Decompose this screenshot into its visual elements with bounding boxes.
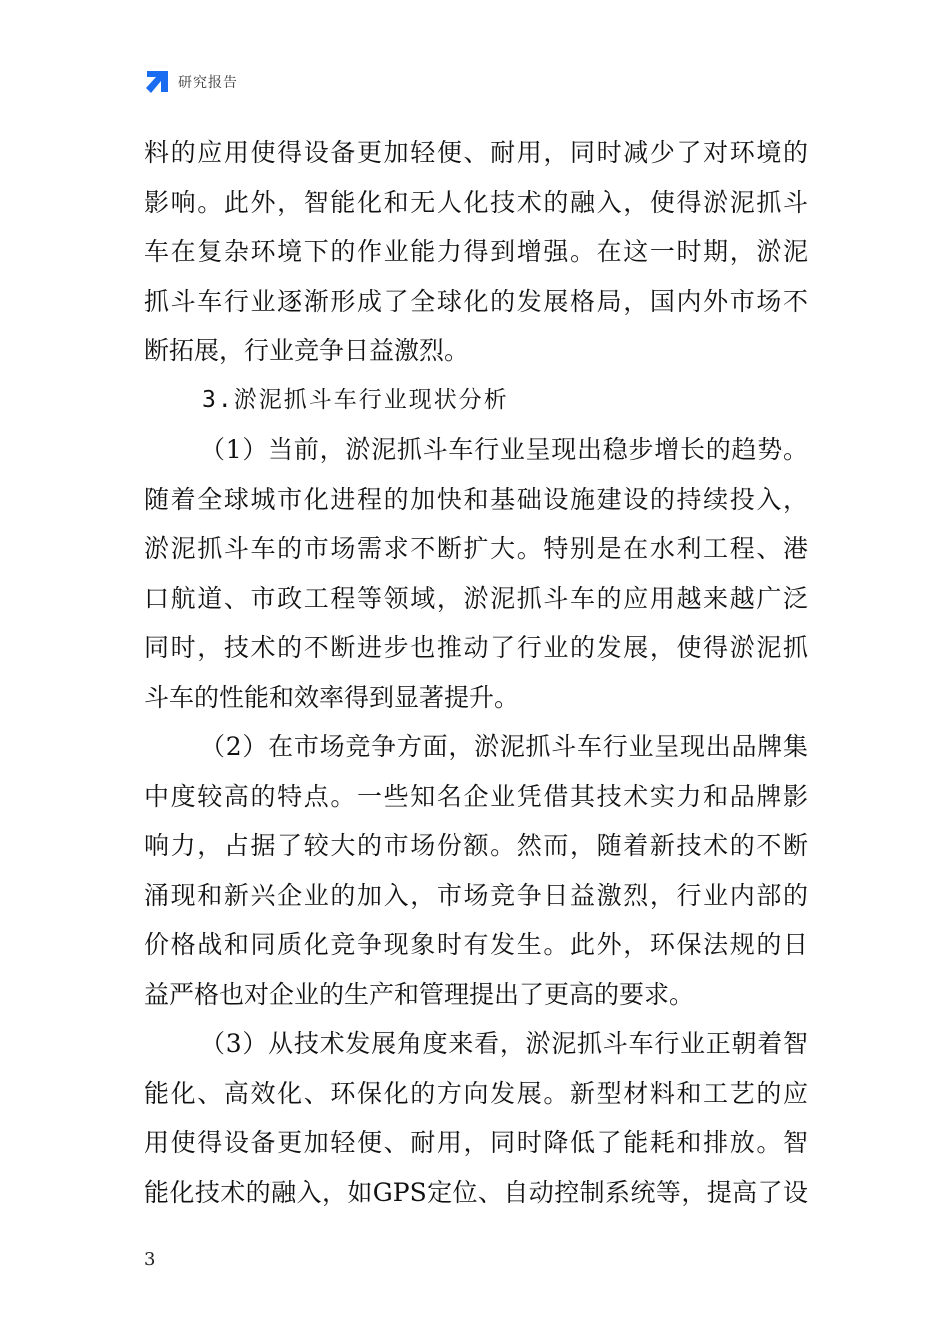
text-line: 价格战和同质化竞争现象时有发生。此外，环保法规的日 bbox=[144, 930, 808, 959]
text-line: 能化技术的融入，如GPS定位、自动控制系统等，提高了设 bbox=[144, 1177, 808, 1207]
section-heading: 3.淤泥抓斗车行业现状分析 bbox=[202, 386, 509, 413]
text-line: 料的应用使得设备更加轻便、耐用，同时减少了对环境的 bbox=[144, 138, 808, 167]
text-line: 断拓展，行业竞争日益激烈。 bbox=[144, 336, 470, 365]
logo-arrow-icon bbox=[144, 69, 170, 95]
text-line: 益严格也对企业的生产和管理提出了更高的要求。 bbox=[144, 979, 695, 1009]
text-line: 影响。此外，智能化和无人化技术的融入，使得淤泥抓斗 bbox=[144, 187, 808, 217]
page-number: 3 bbox=[144, 1249, 156, 1270]
text-line: 涌现和新兴企业的加入，市场竞争日益激烈，行业内部的 bbox=[144, 880, 808, 910]
header-title: 研究报告 bbox=[178, 75, 238, 91]
text-line: （1）当前，淤泥抓斗车行业呈现出稳步增长的趋势。 bbox=[200, 435, 808, 464]
text-line: 斗车的性能和效率得到显著提升。 bbox=[144, 682, 520, 712]
text-line: 淤泥抓斗车的市场需求不断扩大。特别是在水利工程、港 bbox=[144, 534, 808, 563]
text-line: 中度较高的特点。一些知名企业凭借其技术实力和品牌影 bbox=[144, 781, 808, 811]
report-header bbox=[144, 67, 238, 97]
text-line: 随着全球城市化进程的加快和基础设施建设的持续投入， bbox=[144, 484, 808, 514]
text-line: 同时，技术的不断进步也推动了行业的发展，使得淤泥抓 bbox=[144, 633, 808, 662]
text-line: （3）从技术发展角度来看，淤泥抓斗车行业正朝着智 bbox=[200, 1029, 808, 1058]
text-line: 能化、高效化、环保化的方向发展。新型材料和工艺的应 bbox=[144, 1078, 808, 1108]
text-line: 用使得设备更加轻便、耐用，同时降低了能耗和排放。智 bbox=[144, 1128, 808, 1157]
text-line: 响力，占据了较大的市场份额。然而，随着新技术的不断 bbox=[144, 831, 808, 860]
text-line: 车在复杂环境下的作业能力得到增强。在这一时期，淤泥 bbox=[144, 237, 808, 266]
text-line: 抓斗车行业逐渐形成了全球化的发展格局，国内外市场不 bbox=[144, 286, 808, 316]
document-body bbox=[144, 128, 808, 1217]
text-line: （2）在市场竞争方面，淤泥抓斗车行业呈现出品牌集 bbox=[200, 732, 808, 761]
text-line: 口航道、市政工程等领域，淤泥抓斗车的应用越来越广泛 bbox=[144, 583, 808, 613]
